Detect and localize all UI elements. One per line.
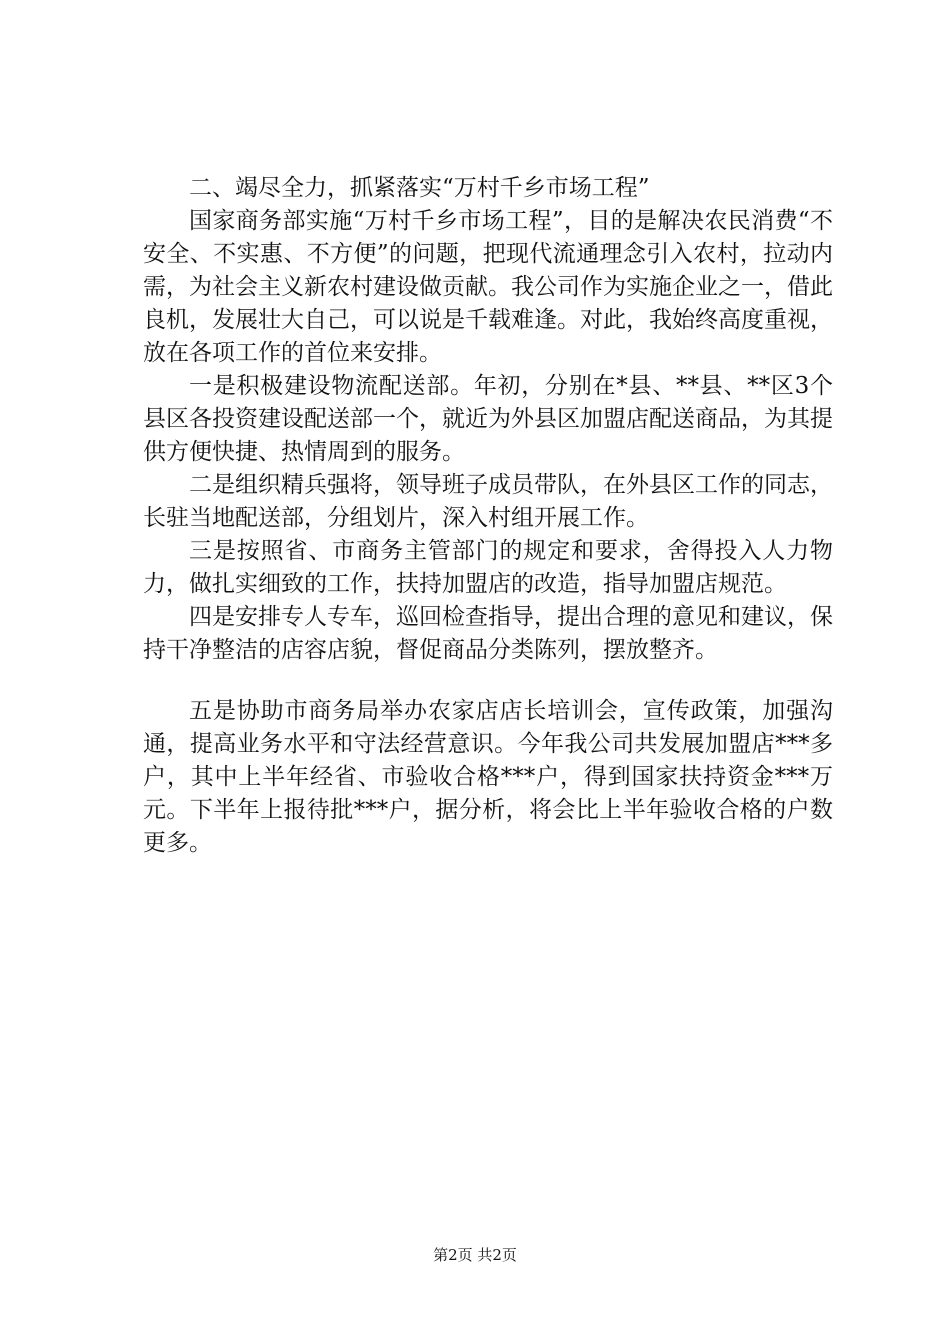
document-body bbox=[143, 172, 833, 860]
paragraph-item-4: 四是安排专人专车，巡回检查指导，提出合理的意见和建议，保持干净整洁的店容店貌，督促商品分类陈列，摆放整齐。 bbox=[143, 604, 833, 663]
paragraph-item-5: 五是协助市商务局举办农家店店长培训会，宣传政策，加强沟通，提高业务水平和守法经营意识。今年我公司共发展加盟店***多户，其中上半年经省、市验收合格***户，得到国家扶持资金***万元。下半年上报待批***户，据分析，将会比上半年验收合格的户数更多。 bbox=[143, 698, 833, 856]
paragraph-item-2: 二是组织精兵强将，领导班子成员带队，在外县区工作的同志，长驻当地配送部，分组划片，深入村组开展工作。 bbox=[143, 472, 833, 531]
paragraph-item-3: 三是按照省、市商务主管部门的规定和要求，舍得投入人力物力，做扎实细致的工作，扶持加盟店的改造，指导加盟店规范。 bbox=[143, 538, 833, 597]
paragraph-item-1: 一是积极建设物流配送部。年初，分别在*县、**县、**区3个县区各投资建设配送部一个，就近为外县区加盟店配送商品，为其提供方便快捷、热情周到的服务。 bbox=[143, 373, 833, 465]
section-heading: 二、竭尽全力，抓紧落实“万村千乡市场工程” bbox=[189, 175, 650, 201]
page-footer: 第2页 共2页 bbox=[433, 1246, 517, 1264]
paragraph-intro: 国家商务部实施“万村千乡市场工程”，目的是解决农民消费“不安全、不实惠、不方便”的问题，把现代流通理念引入农村，拉动内需，为社会主义新农村建设做贡献。我公司作为实施企业之一，借此良机，发展壮大自己，可以说是千载难逢。对此，我始终高度重视，放在各项工作的首位来安排。 bbox=[143, 208, 833, 366]
